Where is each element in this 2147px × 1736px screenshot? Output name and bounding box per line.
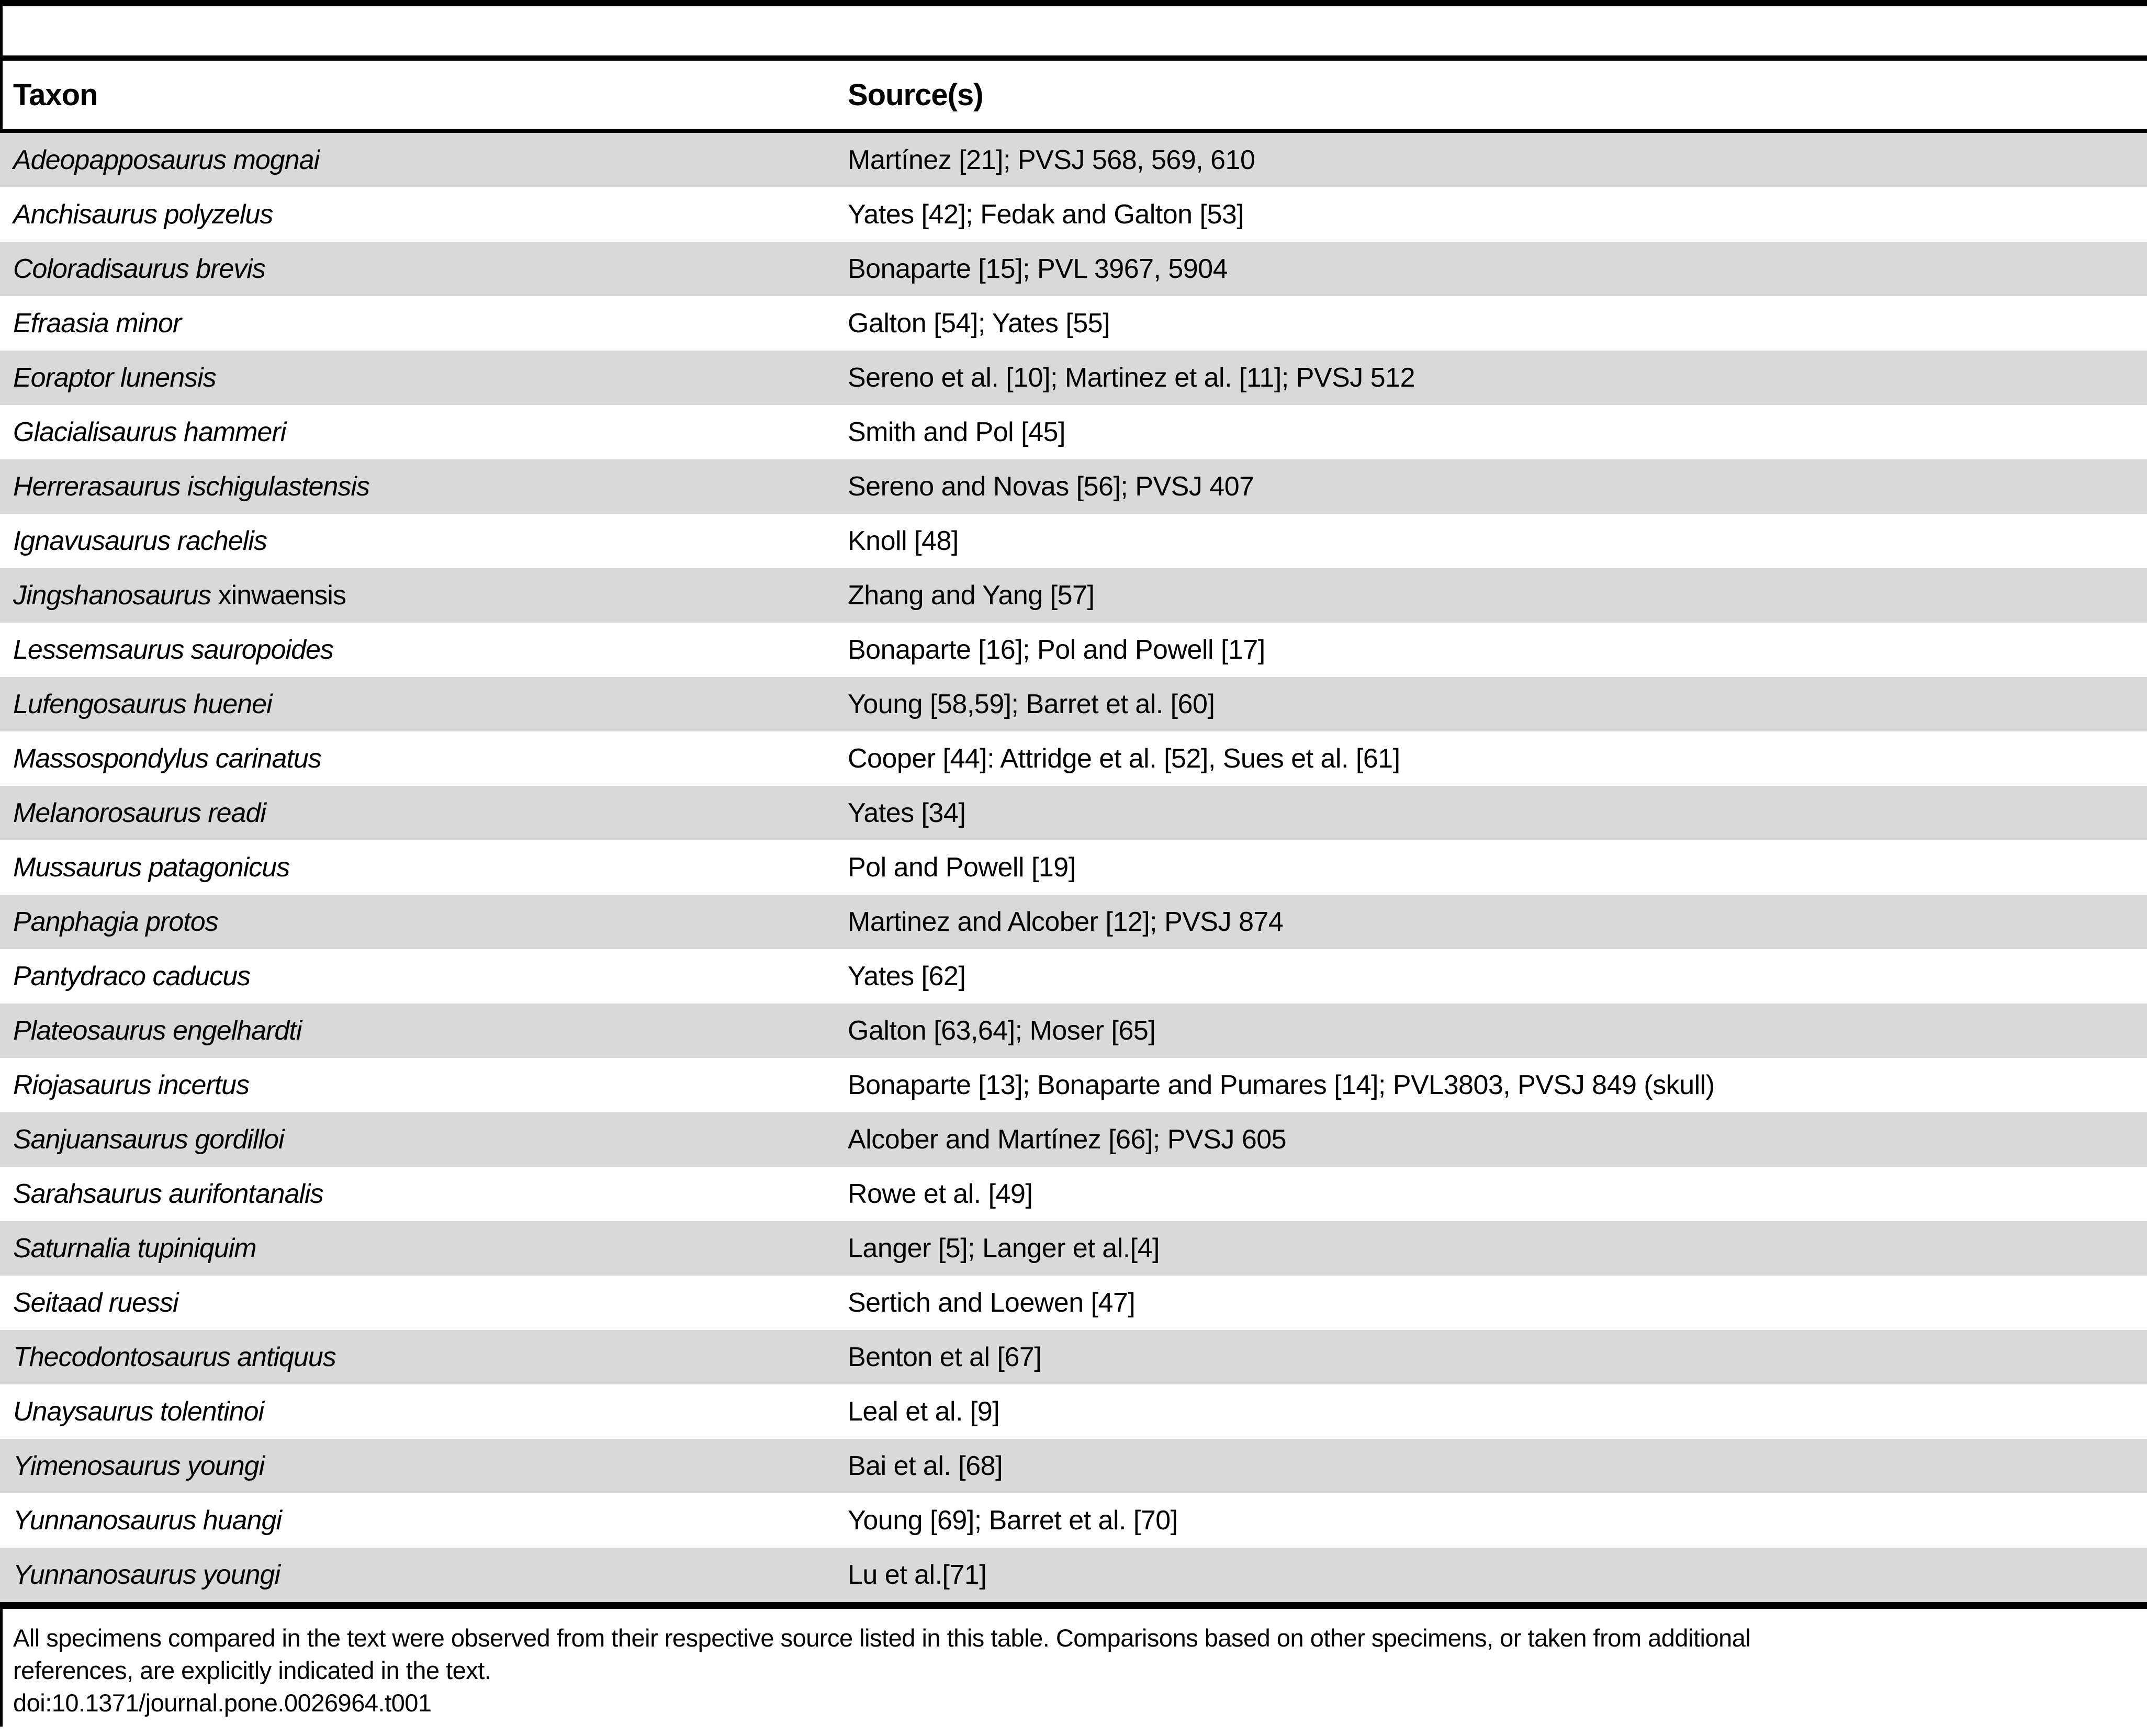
taxon-cell — [13, 1221, 256, 1276]
table-row — [0, 1167, 2147, 1221]
source-cell: Young [69]; Barret et al. [70] — [848, 1505, 1178, 1536]
source-cell: Galton [63,64]; Moser [65] — [848, 1016, 1156, 1046]
taxon-name-italic: Ignavusaurus rachelis — [13, 526, 267, 556]
table-row — [0, 459, 2147, 514]
source-cell: Galton [54]; Yates [55] — [848, 308, 1110, 339]
source-cell: Bai et al. [68] — [848, 1451, 1003, 1481]
taxon-cell — [13, 405, 286, 459]
source-cell: Yates [42]; Fedak and Galton [53] — [848, 199, 1244, 230]
taxon-name-italic: Herrerasaurus ischigulastensis — [13, 471, 369, 502]
taxon-cell — [13, 1112, 284, 1167]
source-cell: Sereno et al. [10]; Martinez et al. [11]; PVSJ 512 — [848, 363, 1415, 393]
taxon-cell — [13, 1276, 178, 1330]
footnote-line-1: All specimens compared in the text were observed from their respective source listed in this table. Comparisons based on other specimens, or taken from additional — [13, 1624, 1751, 1652]
taxon-name-italic: Coloradisaurus brevis — [13, 254, 265, 284]
taxon-name-italic: Thecodontosaurus antiquus — [13, 1342, 336, 1372]
table-row — [0, 351, 2147, 405]
taxon-name-italic: Melanorosaurus readi — [13, 798, 266, 828]
source-cell: Benton et al [67] — [848, 1342, 1042, 1372]
taxon-cell — [13, 187, 273, 242]
taxon-cell — [13, 949, 250, 1004]
taxon-cell — [13, 1384, 264, 1439]
table-row — [0, 1276, 2147, 1330]
taxon-name-italic: Yimenosaurus youngi — [13, 1451, 265, 1481]
table-row — [0, 187, 2147, 242]
taxon-cell — [13, 1004, 301, 1058]
taxon-cell — [13, 623, 333, 677]
taxon-name-italic: Unaysaurus tolentinoi — [13, 1396, 264, 1427]
taxon-cell — [13, 514, 267, 568]
source-cell: Martínez [21]; PVSJ 568, 569, 610 — [848, 145, 1255, 175]
source-cell: Bonaparte [16]; Pol and Powell [17] — [848, 635, 1265, 665]
table-row — [0, 568, 2147, 623]
source-cell: Knoll [48] — [848, 526, 959, 556]
taxon-cell — [13, 677, 272, 731]
taxon-cell — [13, 1548, 280, 1602]
column-header-taxon: Taxon — [13, 78, 98, 112]
taxon-cell — [13, 296, 181, 351]
taxon-cell — [13, 1439, 264, 1493]
source-cell: Martinez and Alcober [12]; PVSJ 874 — [848, 907, 1284, 937]
taxon-name-italic: Plateosaurus engelhardti — [13, 1016, 302, 1046]
table-row — [0, 1058, 2147, 1112]
taxon-name-italic: Yunnanosaurus youngi — [13, 1560, 280, 1590]
table-row — [0, 840, 2147, 895]
taxon-cell — [13, 242, 265, 296]
table-row — [0, 1439, 2147, 1493]
taxon-name-italic: Adeopapposaurus mognai — [13, 145, 320, 175]
source-cell: Bonaparte [15]; PVL 3967, 5904 — [848, 254, 1228, 284]
column-header-sources: Source(s) — [848, 78, 983, 112]
taxon-name-roman: xinwaensis — [211, 580, 346, 611]
taxon-cell — [13, 459, 369, 514]
taxon-name-italic: Sarahsaurus aurifontanalis — [13, 1179, 323, 1209]
source-cell: Yates [62] — [848, 961, 966, 991]
taxon-cell — [13, 133, 319, 187]
taxon-cell — [13, 1058, 249, 1112]
taxon-name-italic: Efraasia minor — [13, 308, 182, 339]
table-row — [0, 731, 2147, 786]
taxon-cell — [13, 731, 321, 786]
taxon-name-italic: Mussaurus patagonicus — [13, 852, 290, 883]
source-cell: Rowe et al. [49] — [848, 1179, 1033, 1209]
taxon-name-italic: Lufengosaurus huenei — [13, 689, 272, 719]
taxon-cell — [13, 786, 266, 840]
table-row — [0, 1330, 2147, 1384]
table-row — [0, 133, 2147, 187]
table-row — [0, 1004, 2147, 1058]
footnote-line-2: references, are explicitly indicated in the text. — [13, 1656, 491, 1684]
table-row — [0, 895, 2147, 949]
taxon-cell — [13, 1330, 336, 1384]
doi-text: doi:10.1371/journal.pone.0026964.t001 — [13, 1689, 432, 1717]
source-cell: Lu et al.[71] — [848, 1560, 987, 1590]
taxon-name-italic: Anchisaurus polyzelus — [13, 199, 273, 230]
taxon-name-italic: Lessemsaurus sauropoides — [13, 635, 333, 665]
taxon-cell — [13, 351, 216, 405]
source-cell: Pol and Powell [19] — [848, 852, 1076, 883]
source-cell: Leal et al. [9] — [848, 1396, 1000, 1427]
taxon-name-italic: Seitaad ruessi — [13, 1288, 178, 1318]
table-row — [0, 514, 2147, 568]
source-cell: Sereno and Novas [56]; PVSJ 407 — [848, 471, 1254, 502]
taxon-cell — [13, 1493, 282, 1548]
table-row — [0, 949, 2147, 1004]
table-header-row — [0, 61, 2147, 129]
taxon-name-italic: Glacialisaurus hammeri — [13, 417, 286, 447]
table-row — [0, 1221, 2147, 1276]
taxon-cell — [13, 568, 346, 623]
taxon-name-italic: Jingshanosaurus — [13, 580, 211, 611]
table-row — [0, 1548, 2147, 1602]
table-row — [0, 1493, 2147, 1548]
top-border-rule — [0, 0, 2147, 6]
taxon-name-italic: Riojasaurus incertus — [13, 1070, 250, 1100]
table-row — [0, 677, 2147, 731]
table-row — [0, 242, 2147, 296]
table-row — [0, 786, 2147, 840]
taxon-name-italic: Massospondylus carinatus — [13, 743, 321, 774]
table-row — [0, 623, 2147, 677]
taxon-name-italic: Panphagia protos — [13, 907, 218, 937]
source-cell: Alcober and Martínez [66]; PVSJ 605 — [848, 1124, 1287, 1155]
taxon-name-italic: Eoraptor lunensis — [13, 363, 216, 393]
taxon-name-italic: Pantydraco caducus — [13, 961, 251, 991]
source-cell: Zhang and Yang [57] — [848, 580, 1095, 611]
table-row — [0, 405, 2147, 459]
taxon-cell — [13, 840, 289, 895]
taxon-name-italic: Yunnanosaurus huangi — [13, 1505, 282, 1536]
taxon-cell — [13, 1167, 323, 1221]
source-cell: Smith and Pol [45] — [848, 417, 1065, 447]
source-cell: Young [58,59]; Barret et al. [60] — [848, 689, 1215, 719]
table-row — [0, 1112, 2147, 1167]
bottom-border-rule — [0, 1602, 2147, 1609]
source-cell: Cooper [44]: Attridge et al. [52], Sues et al. [61] — [848, 743, 1400, 774]
table-footnote — [13, 1622, 2138, 1719]
taxon-name-italic: Sanjuansaurus gordilloi — [13, 1124, 284, 1155]
source-cell: Bonaparte [13]; Bonaparte and Pumares [14]; PVL3803, PVSJ 849 (skull) — [848, 1070, 1715, 1100]
taxon-name-italic: Saturnalia tupiniquim — [13, 1233, 256, 1264]
table-row — [0, 1384, 2147, 1439]
rule-above-header — [0, 55, 2147, 61]
source-cell: Yates [34] — [848, 798, 966, 828]
source-cell: Langer [5]; Langer et al.[4] — [848, 1233, 1160, 1264]
taxon-cell — [13, 895, 218, 949]
rule-below-header — [0, 129, 2147, 133]
source-cell: Sertich and Loewen [47] — [848, 1288, 1136, 1318]
table-row — [0, 296, 2147, 351]
table-body — [0, 133, 2147, 1602]
